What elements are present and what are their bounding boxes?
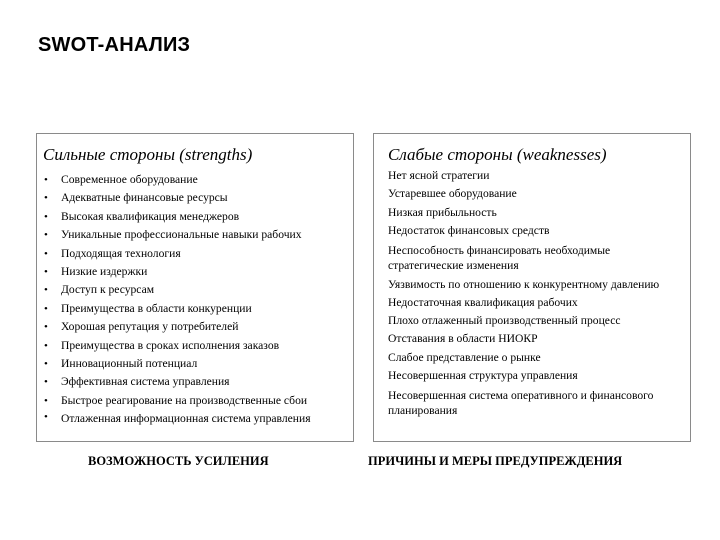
bullet-icon: •	[44, 358, 48, 371]
list-item: Недостаточная квалификация рабочих	[388, 295, 578, 309]
weaknesses-list	[388, 167, 688, 420]
list-item-text: Уязвимость по отношению к конкурентному давлению	[388, 277, 660, 291]
strengths-list	[43, 171, 353, 426]
bullet-icon: •	[44, 192, 48, 205]
list-item: • Отлаженная информационная система управления	[44, 411, 311, 426]
weaknesses-heading: Слабые стороны (weaknesses)	[388, 145, 607, 164]
list-item: Недостаток финансовых средств	[388, 224, 550, 238]
bullet-icon: •	[44, 394, 48, 407]
list-item	[388, 386, 688, 420]
list-item: Несовершенная структура управления	[388, 369, 578, 383]
list-item: • Инновационный потенциал	[43, 355, 353, 373]
list-item: • Современное оборудование	[43, 171, 353, 189]
opportunity-caption: ВОЗМОЖНОСТЬ УСИЛЕНИЯ	[88, 454, 269, 468]
list-item: • Преимущества в сроках исполнения заказов	[43, 337, 353, 355]
list-item: Низкая прибыльность	[388, 205, 497, 219]
list-item: • Подходящая технология	[43, 245, 353, 263]
list-item	[388, 275, 688, 294]
list-item-text: Несовершенная система оперативного и финансового планирования	[388, 388, 654, 417]
list-item: • Уникальные профессиональные навыки рабочих	[43, 226, 353, 244]
bullet-icon: •	[44, 284, 48, 297]
bullet-icon: •	[44, 302, 48, 315]
bullet-icon: •	[44, 321, 48, 334]
strengths-heading: Сильные стороны (strengths)	[43, 145, 253, 164]
prevention-caption: ПРИЧИНЫ И МЕРЫ ПРЕДУПРЕЖДЕНИЯ	[368, 454, 623, 468]
list-item: Отставания в области НИОКР	[388, 332, 538, 346]
list-item: • Быстрое реагирование на производственные сбои	[43, 392, 353, 410]
list-item: • Доступ к ресурсам	[43, 281, 353, 299]
bullet-icon: •	[44, 174, 48, 186]
weaknesses-box	[373, 133, 691, 442]
page-title: SWOT-АНАЛИЗ	[38, 34, 191, 56]
list-item: Слабое представление о рынке	[388, 350, 541, 364]
bullet-icon: •	[44, 376, 48, 389]
list-item: • Адекватные финансовые ресурсы	[43, 189, 353, 207]
list-item: Нет ясной стратегии	[388, 169, 490, 182]
list-item-text: Неспособность финансировать необходимые стратегические изменения	[388, 243, 611, 272]
bullet-icon: •	[44, 411, 48, 424]
list-item: • Хорошая репутация у потребителей	[43, 318, 353, 336]
bullet-icon: •	[44, 229, 48, 242]
list-item: • Эффективная система управления	[43, 373, 353, 391]
list-item: • Высокая квалификация менеджеров	[43, 208, 353, 226]
bullet-icon: •	[44, 210, 48, 223]
strengths-box	[36, 133, 354, 442]
list-item	[388, 241, 688, 275]
list-item: Плохо отлаженный производственный процесс	[388, 314, 621, 328]
bullet-icon: •	[44, 247, 48, 260]
list-item: • Низкие издержки	[43, 263, 353, 281]
bullet-icon: •	[44, 266, 48, 279]
list-item: Устаревшее оборудование	[388, 187, 517, 201]
list-item: • Преимущества в области конкуренции	[43, 300, 353, 318]
bullet-icon: •	[44, 339, 48, 352]
